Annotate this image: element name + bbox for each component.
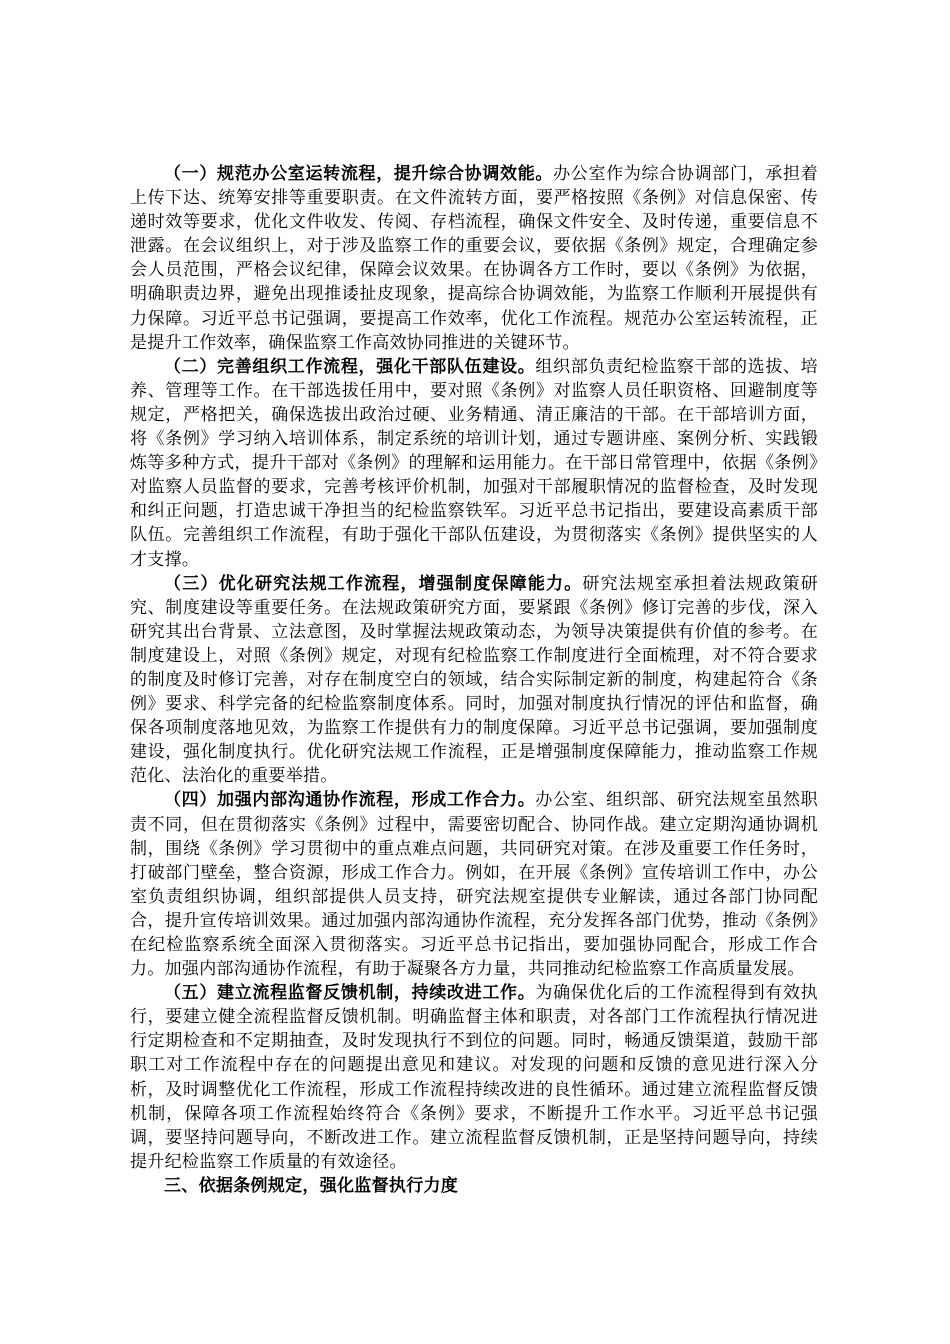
paragraph-body: 办公室、组织部、研究法规室虽然职责不同，但在贯彻落实《条例》过程中，需要密切配合、协同作战。建立定期沟通协调机制，围绕《条例》学习贯彻中的重点难点问题，共同研究对策。在涉及重要工作任务时，打破部门壁垒，整合资源，形成工作合力。例如，在开展《条例》宣传培训工作中，办公室负责组织协调，组织部提供人员支持，研究法规室提供专业解读，通过各部门协同配合，提升宣传培训效果。通过加强内部沟通协作流程，充分发挥各部门优势，推动《条例》在纪检监察系统全面深入贯彻落实。习近平总书记指出，要加强协同配合，形成工作合力。加强内部沟通协作流程，有助于凝聚各方力量，共同推动纪检监察工作高质量发展。 xyxy=(130,790,818,980)
paragraph-supervision-feedback xyxy=(130,981,818,1174)
paragraph-organization-workflow xyxy=(130,355,818,572)
paragraph-heading: （一）规范办公室运转流程，提升综合协调效能。 xyxy=(164,164,554,184)
section-heading: 三、依据条例规定，强化监督执行力度 xyxy=(164,1175,459,1196)
paragraph-body: 为确保优化后的工作流程得到有效执行，要建立健全流程监督反馈机制。明确监督主体和职责，对各部门工作流程执行情况进行定期检查和不定期抽查，及时发现执行不到位的问题。同时，畅通反馈渠道，鼓励干部职工对工作流程中存在的问题提出意见和建议。对发现的问题和反馈的意见进行深入分析，及时调整优化工作流程，形成工作流程持续改进的良性循环。通过建立流程监督反馈机制，保障各项工作流程始终符合《条例》要求，不断提升工作水平。习近平总书记强调，要坚持问题导向，不断改进工作。建立流程监督反馈机制，正是坚持问题导向，持续提升纪检监察工作质量的有效途径。 xyxy=(130,983,818,1172)
paragraph-heading: （四）加强内部沟通协作流程，形成工作合力。 xyxy=(164,790,536,811)
paragraph-internal-collaboration xyxy=(130,788,818,981)
paragraph-office-workflow xyxy=(130,162,818,355)
paragraph-heading: （三）优化研究法规工作流程，增强制度保障能力。 xyxy=(164,573,583,594)
document-page xyxy=(130,162,818,1198)
paragraph-body: 研究法规室承担着法规政策研究、制度建设等重要任务。在法规政策研究方面，要紧跟《条例》修订完善的步伐，深入研究其出台背景、立法意图，及时掌握法规政策动态，为领导决策提供有价值的参考。在制度建设上，对照《条例》规定，对现有纪检监察工作制度进行全面梳理，对不符合要求的制度及时修订完善，对存在制度空白的领域，结合实际制定新的制度，构建起符合《条例》要求、科学完备的纪检监察制度体系。同时，加强对制度执行情况的评估和监督，确保各项制度落地见效，为监察工作提供有力的制度保障。习近平总书记强调，要加强制度建设，强化制度执行。优化研究法规工作流程，正是增强制度保障能力，推动监察工作规范化、法治化的重要举措。 xyxy=(130,573,818,787)
paragraph-regulation-workflow xyxy=(130,572,818,789)
paragraph-heading: （五）建立流程监督反馈机制，持续改进工作。 xyxy=(164,983,536,1004)
paragraph-heading: （二）完善组织工作流程，强化干部队伍建设。 xyxy=(164,356,536,377)
paragraph-body: 组织部负责纪检监察干部的选拔、培养、管理等工作。在干部选拔任用中，要对照《条例》对监察人员任职资格、回避制度等规定，严格把关，确保选拔出政治过硬、业务精通、清正廉洁的干部。在干部培训方面，将《条例》学习纳入培训体系，制定系统的培训计划，通过专题讲座、案例分析、实践锻炼等多种方式，提升干部对《条例》的理解和运用能力。在干部日常管理中，依据《条例》对监察人员监督的要求，完善考核评价机制，加强对干部履职情况的监督检查，及时发现和纠正问题，打造忠诚干净担当的纪检监察铁军。习近平总书记指出，要建设高素质干部队伍。完善组织工作流程，有助于强化干部队伍建设，为贯彻落实《条例》提供坚实的人才支撑。 xyxy=(130,356,818,570)
paragraph-body: 办公室作为综合协调部门，承担着上传下达、统筹安排等重要职责。在文件流转方面，要严格按照《条例》对信息保密、传递时效等要求，优化文件收发、传阅、存档流程，确保文件安全、及时传递，重要信息不泄露。在会议组织上，对于涉及监察工作的重要会议，要依据《条例》规定，合理确定参会人员范围，严格会议纪律，保障会议效果。在协调各方工作时，要以《条例》为依据，明确职责边界，避免出现推诿扯皮现象，提高综合协调效能，为监察工作顺利开展提供有力保障。习近平总书记强调，要提高工作效率，优化工作流程。规范办公室运转流程，正是提升工作效率，确保监察工作高效协同推进的关键环节。 xyxy=(130,164,818,353)
